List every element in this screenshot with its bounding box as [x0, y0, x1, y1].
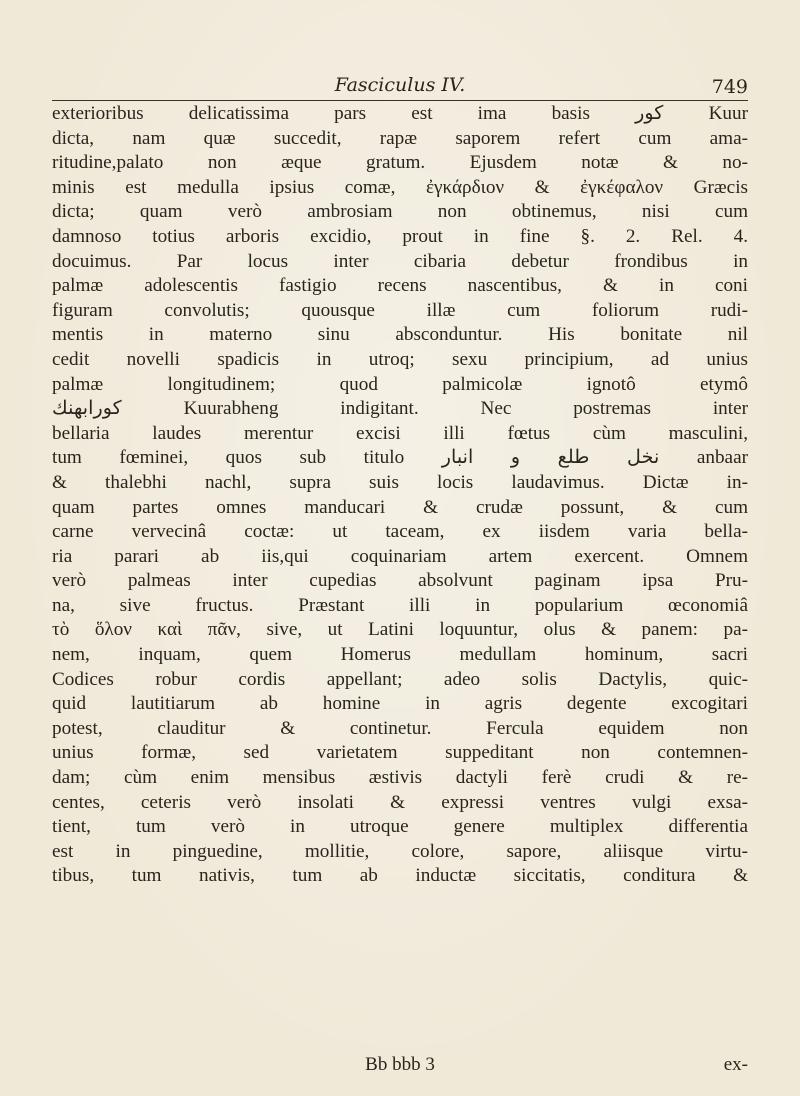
text-line: Codices robur cordis appellant; adeo solis Dactylis, quic- [52, 668, 748, 690]
text-line: tibus, tum nativis, tum ab inductæ siccitatis, conditura & [52, 865, 748, 887]
text-line: est in pinguedine, mollitie, colore, sapore, aliisque virtu- [52, 840, 748, 862]
text-line: cedit novelli spadicis in utroq; sexu principium, ad unius [52, 348, 748, 370]
text-line: tum fœminei, quos sub titulo نخل طلع و انبار anbaar [52, 447, 748, 469]
text-line: palmæ longitudinem; quod palmicolæ ignotô etymô [52, 373, 748, 395]
text-line: verò palmeas inter cupedias absolvunt paginam ipsa Pru- [52, 570, 748, 592]
text-line: bellaria laudes merentur excisi illi fœtus cùm masculini, [52, 422, 748, 444]
text-line: carne vervecinâ coctæ: ut taceam, ex iisdem varia bella- [52, 521, 748, 543]
page-number: 749 [711, 76, 748, 98]
text-line: ritudine,palato non æque gratum. Ejusdem notæ & no- [52, 152, 748, 174]
text-line: dicta; quam verò ambrosiam non obtinemus, nisi cum [52, 201, 748, 223]
text-line: na, sive fructus. Præstant illi in popularium œconomiâ [52, 594, 748, 616]
text-line: & thalebhi nachl, supra suis locis laudavimus. Dictæ in- [52, 471, 748, 493]
text-line: ria parari ab iis,qui coquinariam artem exercent. Omnem [52, 545, 748, 567]
signature-mark: Bb bbb 3 [365, 1054, 435, 1075]
text-line: tient, tum verò in utroque genere multiplex differentia [52, 816, 748, 838]
text-line: exterioribus delicatissima pars est ima basis كور Kuur [52, 103, 748, 124]
text-line: potest, clauditur & continetur. Fercula equidem non [52, 717, 748, 739]
text-line: quam partes omnes manducari & crudæ possunt, & cum [52, 496, 748, 518]
text-line: palmæ adolescentis fastigio recens nascentibus, & in coni [52, 275, 748, 297]
text-line: mentis in materno sinu absconduntur. His bonitate nil [52, 324, 748, 346]
text-line: damnoso totius arboris excidio, prout in fine §. 2. Rel. 4. [52, 225, 748, 247]
text-line: docuimus. Par locus inter cibaria debetur frondibus in [52, 250, 748, 272]
text-line: unius formæ, sed varietatem suppeditant non contemnen- [52, 742, 748, 764]
running-head: Fasciculus IV. [334, 74, 466, 96]
text-line: كورابهنك Kuurabheng indigitant. Nec postremas inter [52, 398, 748, 420]
text-line: dicta, nam quæ succedit, rapæ saporem refert cum ama- [52, 127, 748, 149]
text-line: quid lautitiarum ab homine in agris degente excogitari [52, 693, 748, 715]
text-line: dam; cùm enim mensibus æstivis dactyli ferè crudi & re- [52, 767, 748, 789]
text-line: nem, inquam, quem Homerus medullam hominum, sacri [52, 644, 748, 666]
text-line: figuram convolutis; quousque illæ cum foliorum rudi- [52, 299, 748, 321]
catchword: ex- [723, 1054, 748, 1075]
text-line: τὸ ὅλον καὶ πᾶν, sive, ut Latini loquuntur, olus & panem: pa- [52, 619, 748, 641]
body-text [52, 102, 748, 889]
page-header [52, 74, 748, 100]
text-line: centes, ceteris verò insolati & expressi ventres vulgi exsa- [52, 791, 748, 813]
header-rule [52, 100, 748, 101]
text-line: minis est medulla ipsius comæ, ἐγκάρδιον & ἐγκέφαλον Græcis [52, 176, 748, 198]
page-footer [52, 1054, 748, 1078]
